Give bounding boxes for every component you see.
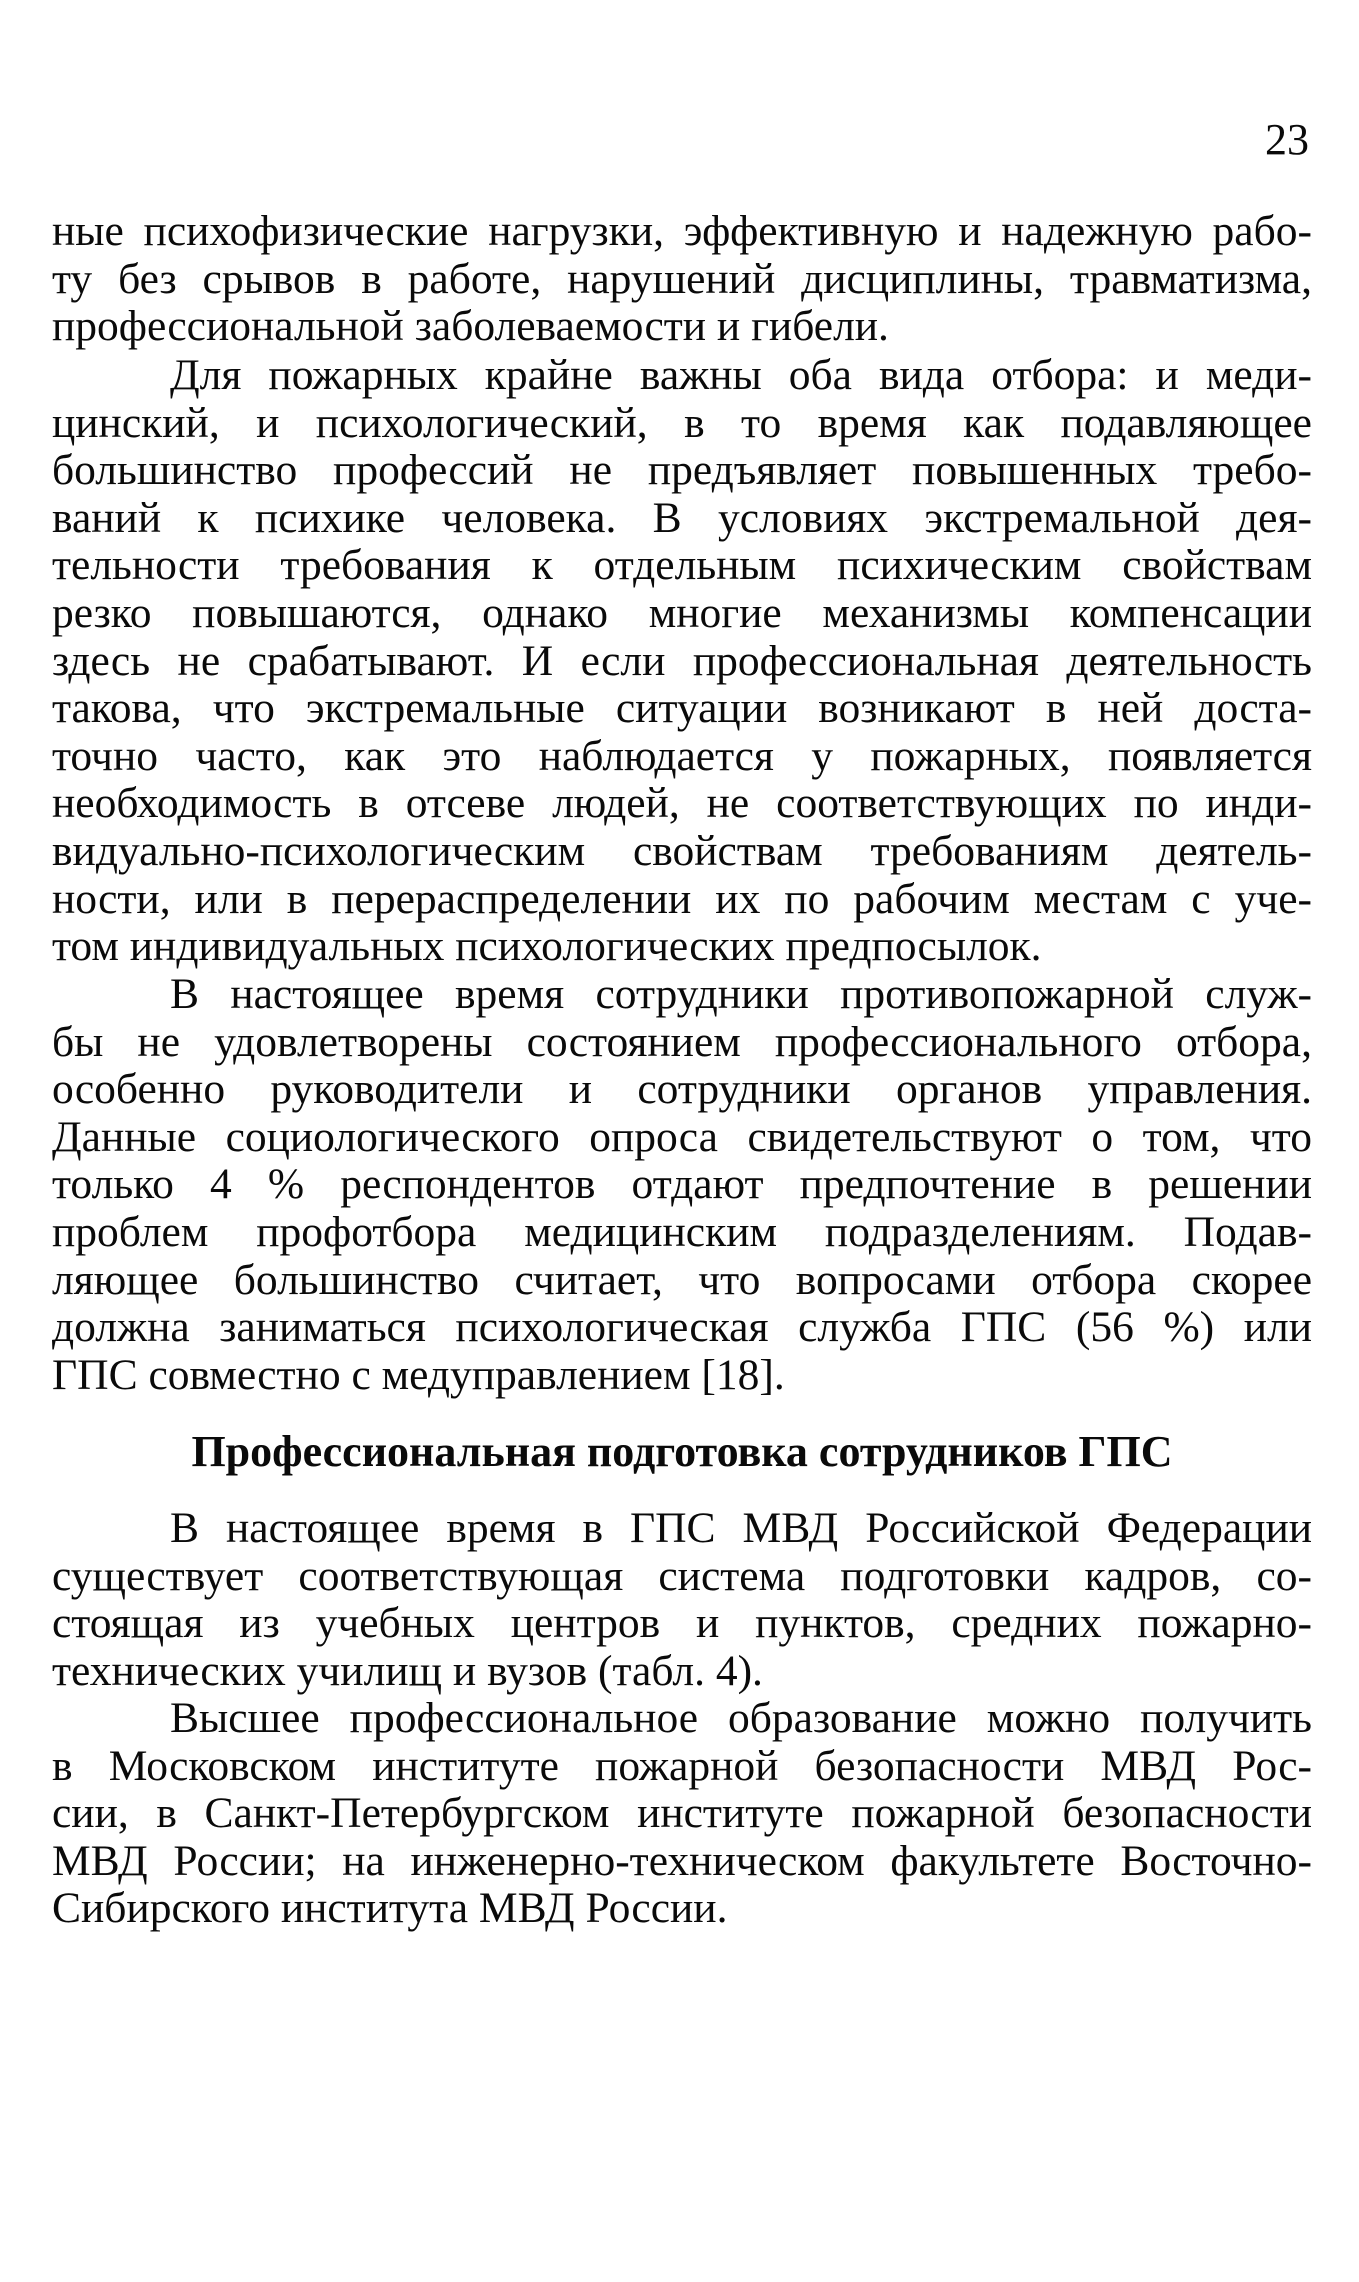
page-number: 23 [1265, 115, 1309, 164]
paragraph-line: МВД России; на инженерно-техническом факультете Восточно- [52, 1836, 1312, 1885]
paragraph-line: профессиональной заболеваемости и гибели. [52, 302, 889, 351]
paragraph-4 [52, 1505, 1312, 1695]
paragraph-line: Высшее профессиональное образование можно получить [170, 1694, 1312, 1742]
paragraph-line: проблем профотбора медицинским подразделениям. Подав- [52, 1207, 1312, 1256]
paragraph-line: ваний к психике человека. В условиях экстремальной дея- [52, 493, 1312, 542]
paragraph-line: ГПС совместно с медуправлением [18]. [52, 1350, 785, 1399]
paragraph-line: Сибирского института МВД России. [52, 1884, 728, 1933]
paragraph-line: сии, в Санкт-Петербургском институте пожарной безопасности [52, 1789, 1312, 1838]
paragraph-line: тельности требования к отдельным психическим свойствам [52, 541, 1312, 590]
paragraph-line: ляющее большинство считает, что вопросами отбора скорее [52, 1255, 1312, 1304]
paragraph-line: стоящая из учебных центров и пунктов, средних пожарно- [52, 1599, 1312, 1648]
paragraph-line: цинский, и психологический, в то время как подавляющее [52, 398, 1312, 447]
paragraph-5 [52, 1695, 1312, 1933]
paragraph-line: точно часто, как это наблюдается у пожарных, появляется [52, 731, 1312, 780]
paragraph-line: необходимость в отсеве людей, не соответствующих по инди- [52, 779, 1312, 828]
paragraph-line: в Московском институте пожарной безопасности МВД Рос- [52, 1741, 1312, 1790]
paragraph-line: В настоящее время в ГПС МВД Российской Федерации [170, 1504, 1312, 1552]
paragraph-line: том индивидуальных психологических предпосылок. [52, 922, 1042, 971]
paragraph-line: существует соответствующая система подготовки кадров, со- [52, 1551, 1312, 1600]
paragraph-line: должна заниматься психологическая служба ГПС (56 %) или [52, 1303, 1312, 1352]
paragraph-line: ности, или в перераспределении их по рабочим местам с уче- [52, 874, 1312, 923]
paragraph-line: здесь не срабатывают. И если профессиональная деятельность [52, 636, 1312, 685]
paragraph-3 [52, 971, 1312, 1399]
paragraph-line: большинство профессий не предъявляет повышенных требо- [52, 446, 1312, 495]
paragraph-line: бы не удовлетворены состоянием профессионального отбора, [52, 1017, 1312, 1066]
paragraph-line: Данные социологического опроса свидетельствуют о том, что [52, 1112, 1312, 1161]
paragraph-line: В настоящее время сотрудники противопожарной служ- [170, 970, 1312, 1018]
paragraph-line: ные психофизические нагрузки, эффективную и надежную рабо- [52, 207, 1312, 255]
section-heading: Профессиональная подготовка сотрудников ГПС [191, 1427, 1173, 1476]
paragraph-line: видуально-психологическим свойствам требованиям деятель- [52, 826, 1312, 875]
paragraph-line: такова, что экстремальные ситуации возникают в ней доста- [52, 684, 1312, 733]
paragraph-line: только 4 % респондентов отдают предпочтение в решении [52, 1160, 1312, 1209]
paragraph-line: ту без срывов в работе, нарушений дисциплины, травматизма, [52, 254, 1312, 303]
paragraph-1 [52, 208, 1312, 351]
paragraph-line: технических училищ и вузов (табл. 4). [52, 1646, 763, 1695]
paragraph-line: особенно руководители и сотрудники органов управления. [52, 1065, 1312, 1114]
paragraph-line: Для пожарных крайне важны оба вида отбора: и меди- [170, 351, 1312, 399]
paragraph-2 [52, 352, 1312, 971]
paragraph-line: резко повышаются, однако многие механизмы компенсации [52, 588, 1312, 637]
